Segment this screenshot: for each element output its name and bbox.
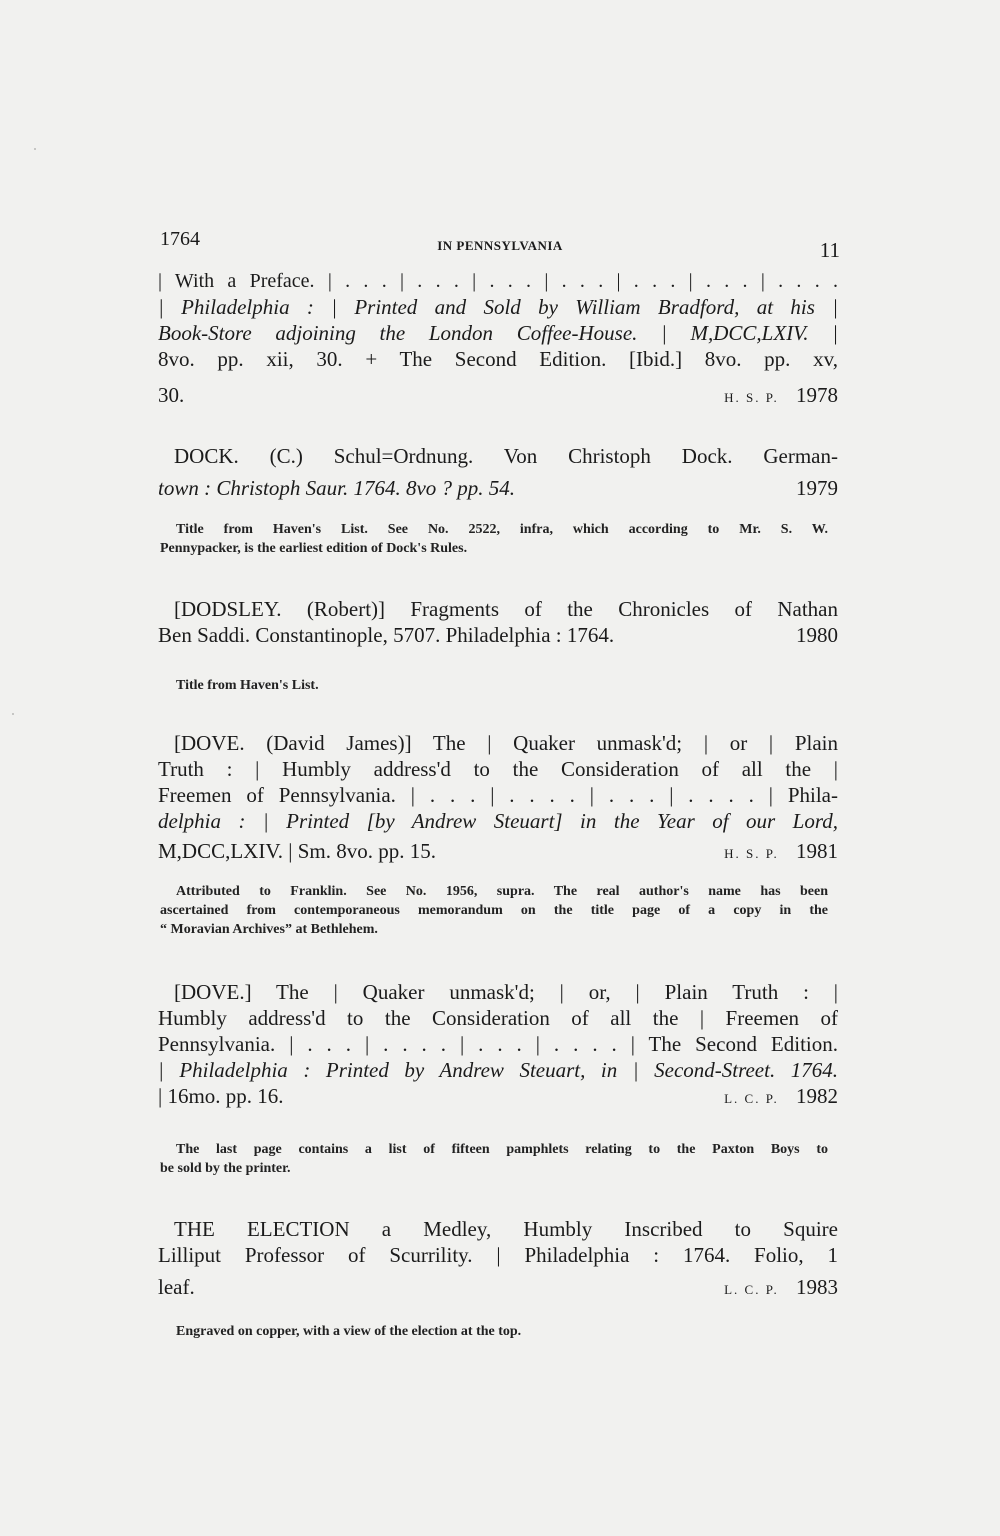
entry-final-line xyxy=(158,372,838,411)
note-line: Title from Haven's List. See No. 2522, infra, which according to Mr. S. W. xyxy=(176,522,828,537)
entry-1981 xyxy=(158,730,838,867)
note-line: be sold by the printer. xyxy=(160,1161,291,1176)
header-year: 1764 xyxy=(160,228,200,250)
entry-line: [DOVE. (David James)] The | Quaker unmask'd; | or | Plain xyxy=(174,731,838,755)
entry-number: 1981 xyxy=(796,839,838,863)
entry-line: Truth : | Humbly address'd to the Consideration of all the | xyxy=(158,757,838,781)
entry-ref xyxy=(724,1083,838,1112)
entry-1982-note xyxy=(160,1140,828,1178)
entry-1981-note xyxy=(160,882,828,939)
page-number: 11 xyxy=(819,238,840,262)
entry-number: 1979 xyxy=(796,476,838,500)
entry-number: 1982 xyxy=(796,1084,838,1108)
location-code: H. S. P. xyxy=(724,846,779,861)
entry-1979-note xyxy=(160,520,828,558)
note-line: ascertained from contemporaneous memorandum on the title page of a copy in the xyxy=(160,903,828,918)
paper-speck xyxy=(34,148,36,150)
entry-line: Ben Saddi. Constantinople, 5707. Philadelphia : 1764. xyxy=(158,623,615,647)
entry-number: 1978 xyxy=(796,383,838,407)
entry-line: 30. xyxy=(158,383,185,407)
entry-1982 xyxy=(158,979,838,1112)
entry-number: 1980 xyxy=(796,623,838,647)
entry-line: Freemen of Pennsylvania. | . . . | . . . . | . . . | . . . . | Phila- xyxy=(158,783,838,807)
entry-final-line xyxy=(158,622,838,648)
entry-line: Pennsylvania. | . . . | . . . . | . . . | . . . . | The Second Edition. xyxy=(158,1032,838,1056)
entry-number: 1983 xyxy=(796,1275,838,1299)
note-line: The last page contains a list of fifteen pamphlets relating to the Paxton Boys to xyxy=(176,1142,828,1157)
note-line: Pennypacker, is the earliest edition of Dock's Rules. xyxy=(160,541,468,556)
running-header xyxy=(160,228,840,262)
entry-ref xyxy=(724,372,838,411)
entry-line: M,DCC,LXIV. | Sm. 8vo. pp. 15. xyxy=(158,839,437,863)
entry-line: | Philadelphia : | Printed and Sold by William Bradford, at his | xyxy=(158,295,838,319)
entry-1978 xyxy=(158,268,838,411)
entry-line: Lilliput Professor of Scurrility. | Philadelphia : 1764. Folio, 1 xyxy=(158,1243,838,1267)
entry-line: town : Christoph Saur. 1764. 8vo ? pp. 54. xyxy=(158,476,516,500)
note-line: Title from Haven's List. xyxy=(176,678,319,693)
location-code: H. S. P. xyxy=(724,390,779,405)
entry-line: | Philadelphia : Printed by Andrew Steuart, in | Second-Street. 1764. xyxy=(158,1058,838,1082)
entry-line: [DODSLEY. (Robert)] Fragments of the Chronicles of Nathan xyxy=(174,597,838,621)
running-title: IN PENNSYLVANIA xyxy=(437,238,563,253)
entry-final-line xyxy=(158,1083,838,1112)
entry-1979 xyxy=(158,443,838,501)
note-line: Attributed to Franklin. See No. 1956, supra. The real author's name has been xyxy=(176,884,828,899)
note-line: “ Moravian Archives” at Bethlehem. xyxy=(160,922,378,937)
entry-line: 8vo. pp. xii, 30. + The Second Edition. [Ibid.] 8vo. pp. xv, xyxy=(158,347,838,371)
paper-speck xyxy=(12,713,14,715)
entry-line: Humbly address'd to the Consideration of all the | Freemen of xyxy=(158,1006,838,1030)
entry-line: | 16mo. pp. 16. xyxy=(158,1084,284,1108)
entry-1980-note xyxy=(160,676,828,695)
entry-line: DOCK. (C.) Schul=Ordnung. Von Christoph Dock. German- xyxy=(174,444,838,468)
location-code: L. C. P. xyxy=(724,1282,779,1297)
entry-line: delphia : | Printed [by Andrew Steuart] in the Year of our Lord, xyxy=(158,809,838,833)
entry-final-line xyxy=(158,1268,838,1303)
entry-final-line xyxy=(158,469,838,501)
entry-line: leaf. xyxy=(158,1275,195,1299)
entry-1983 xyxy=(158,1216,838,1303)
entry-ref xyxy=(724,834,838,867)
entry-ref xyxy=(724,1268,838,1303)
entry-line: [DOVE.] The | Quaker unmask'd; | or, | Plain Truth : | xyxy=(174,980,838,1004)
entry-1983-note xyxy=(160,1322,828,1341)
entry-line: THE ELECTION a Medley, Humbly Inscribed to Squire xyxy=(174,1217,838,1241)
note-line: Engraved on copper, with a view of the election at the top. xyxy=(176,1324,522,1339)
entry-line: Book-Store adjoining the London Coffee-House. | M,DCC,LXIV. | xyxy=(158,321,838,345)
entry-line: | With a Preface. | . . . | . . . | . . . | . . . | . . . | . . . | . . . . xyxy=(158,270,838,292)
entry-1980 xyxy=(158,596,838,648)
entry-final-line xyxy=(158,834,838,867)
location-code: L. C. P. xyxy=(724,1091,779,1106)
